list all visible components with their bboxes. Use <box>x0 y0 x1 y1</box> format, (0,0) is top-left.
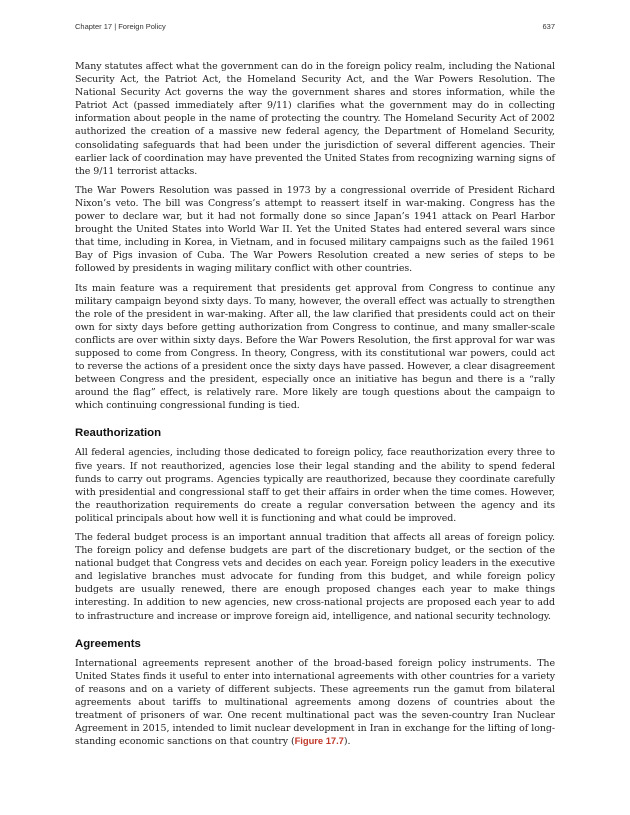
paragraph-reauthorization-1: All federal agencies, including those dedicated to foreign policy, face reauthorization every three to five years. If not reauthorized, agencies lose their legal standing and the ability to spend federal funds to carry out programs. Agencies typically are reauthorized, because they coordinate carefully with presidential and congressional staff to get their affairs in order when the time comes. However, the reauthorization requirements do create a regular conversation between the agency and its political principals about how well it is functioning and what could be improved. <box>75 447 555 524</box>
chapter-title: Chapter 17 | Foreign Policy <box>75 22 166 31</box>
paragraph-reauthorization-2: The federal budget process is an important annual tradition that affects all areas of foreign policy. The foreign policy and defense budgets are part of the discretionary budget, or the section of the national budget that Congress vets and decides on each year. Foreign policy leaders in the executive and legislative branches must advocate for funding from this budget, and while foreign policy budgets are usually renewed, there are enough proposed changes each year to make things interesting. In addition to new agencies, new cross-national projects are proposed each year to add to infrastructure and increase or improve foreign aid, intelligence, and national security technology. <box>75 532 555 622</box>
running-header <box>75 22 555 36</box>
page-content <box>75 60 555 754</box>
paragraph-agreements-end: ). <box>343 736 351 748</box>
heading-reauthorization: Reauthorization <box>75 427 162 440</box>
paragraph-agreements <box>75 657 555 749</box>
paragraph-agreements-text: International agreements represent another of the broad-based foreign policy instruments. The United States finds it useful to enter into international agreements with other countries for a variety of reasons and on a variety of different subjects. These agreements run the gamut from bilateral agreements about tariffs to multinational agreements among dozens of countries about the treatment of prisoners of war. One recent multinational pact was the seven-country Iran Nuclear Agreement in 2015, intended to limit nuclear development in Iran in exchange for the lifting of long-standing economic sanctions on that country ( <box>75 657 555 748</box>
paragraph-main-feature: Its main feature was a requirement that presidents get approval from Congress to continue any military campaign beyond sixty days. To many, however, the overall effect was actually to strengthen the role of the president in war-making. After all, the law clarified that presidents could act on their own for sixty days before getting authorization from Congress to continue, and many smaller-scale conflicts are over within sixty days. Before the War Powers Resolution, the first approval for war was supposed to come from Congress. In theory, Congress, with its constitutional war powers, could act to reverse the actions of a president once the sixty days have passed. However, a clear disagreement between Congress and the president, especially once an initiative has begun and there is a “rally around the flag” effect, is relatively rare. More likely are tough questions about the campaign to which continuing congressional funding is tied. <box>75 282 555 412</box>
paragraph-war-powers: The War Powers Resolution was passed in 1973 by a congressional override of President Richard Nixon’s veto. The bill was Congress’s attempt to reassert itself in war-making. Congress has the power to declare war, but it had not formally done so since Japan’s 1941 attack on Pearl Harbor brought the United States into World War II. Yet the United States had entered several wars since that time, including in Korea, in Vietnam, and in focused military campaigns such as the failed 1961 Bay of Pigs invasion of Cuba. The War Powers Resolution created a new series of steps to be followed by presidents in waging military conflict with other countries. <box>75 184 555 275</box>
heading-agreements: Agreements <box>75 637 141 650</box>
paragraph-statutes: Many statutes affect what the government can do in the foreign policy realm, including the National Security Act, the Patriot Act, the Homeland Security Act, and the War Powers Resolution. The National Security Act governs the way the government shares and stores information, while the Patriot Act (passed immediately after 9/11) clarifies what the government may do in collecting information about people in the name of protecting the country. The Homeland Security Act of 2002 authorized the creation of a massive new federal agency, the Department of Homeland Security, consolidating safeguards that had been under the jurisdiction of several different agencies. Their earlier lack of coordination may have prevented the United States from recognizing warning signs of the 9/11 terrorist attacks. <box>75 61 555 177</box>
page-number: 637 <box>542 22 555 31</box>
figure-link[interactable]: Figure 17.7 <box>294 736 344 748</box>
